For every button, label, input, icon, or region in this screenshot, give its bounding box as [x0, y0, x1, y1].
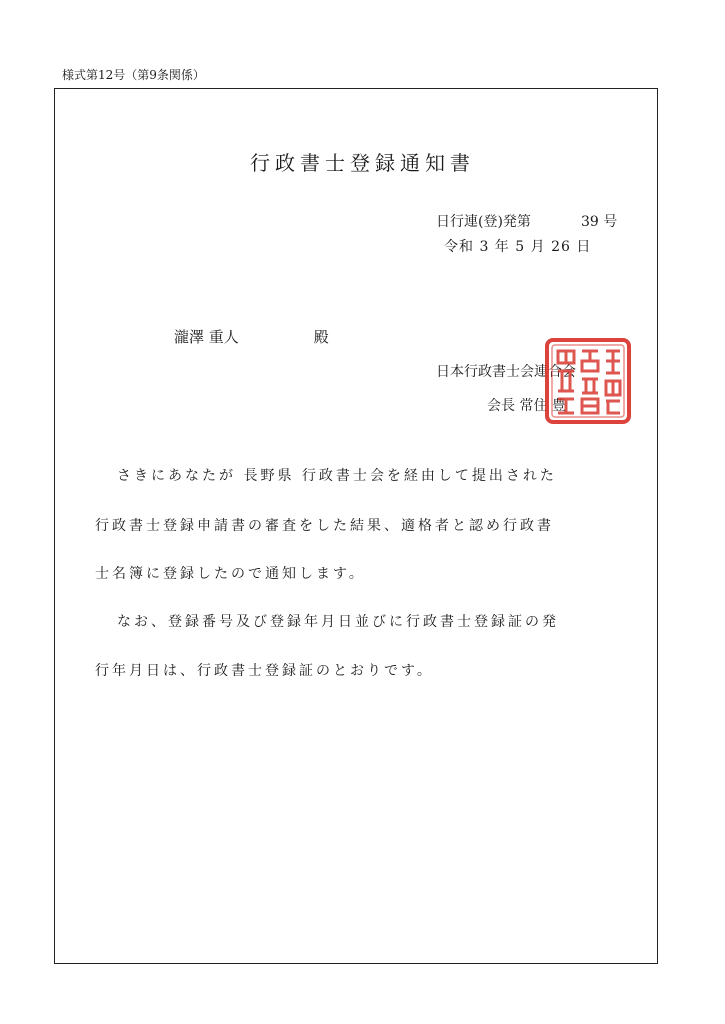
document-number-prefix: 日行連(登)発第 [436, 214, 531, 230]
document-number [436, 211, 617, 231]
addressee [174, 326, 329, 347]
page-title: 行政書士登録通知書 [250, 151, 475, 175]
body-line-3: 士名簿に登録したので通知します。 [95, 566, 366, 582]
form-label: 様式第12号（第9条関係） [62, 68, 205, 82]
issue-date: 令和 3 年 5 月 26 日 [444, 239, 592, 255]
sender-organization: 日本行政書士会連合会 [436, 364, 576, 380]
body-line-4: なお、登録番号及び登録年月日並びに行政書士登録証の発 [117, 614, 559, 630]
addressee-honorific: 殿 [313, 328, 329, 346]
body-line-1: さきにあなたが 長野県 行政書士会を経由して提出された [117, 468, 557, 484]
addressee-name: 瀧澤 重人 [174, 328, 239, 346]
body-line-5: 行年月日は、行政書士登録証のとおりです。 [95, 663, 434, 679]
sender-president: 会長 常住 豊 [487, 398, 566, 414]
body-line-2: 行政書士登録申請書の審査をした結果、適格者と認め行政書 [95, 518, 554, 534]
official-seal [544, 337, 632, 425]
document-number-value: 39 号 [580, 214, 618, 230]
